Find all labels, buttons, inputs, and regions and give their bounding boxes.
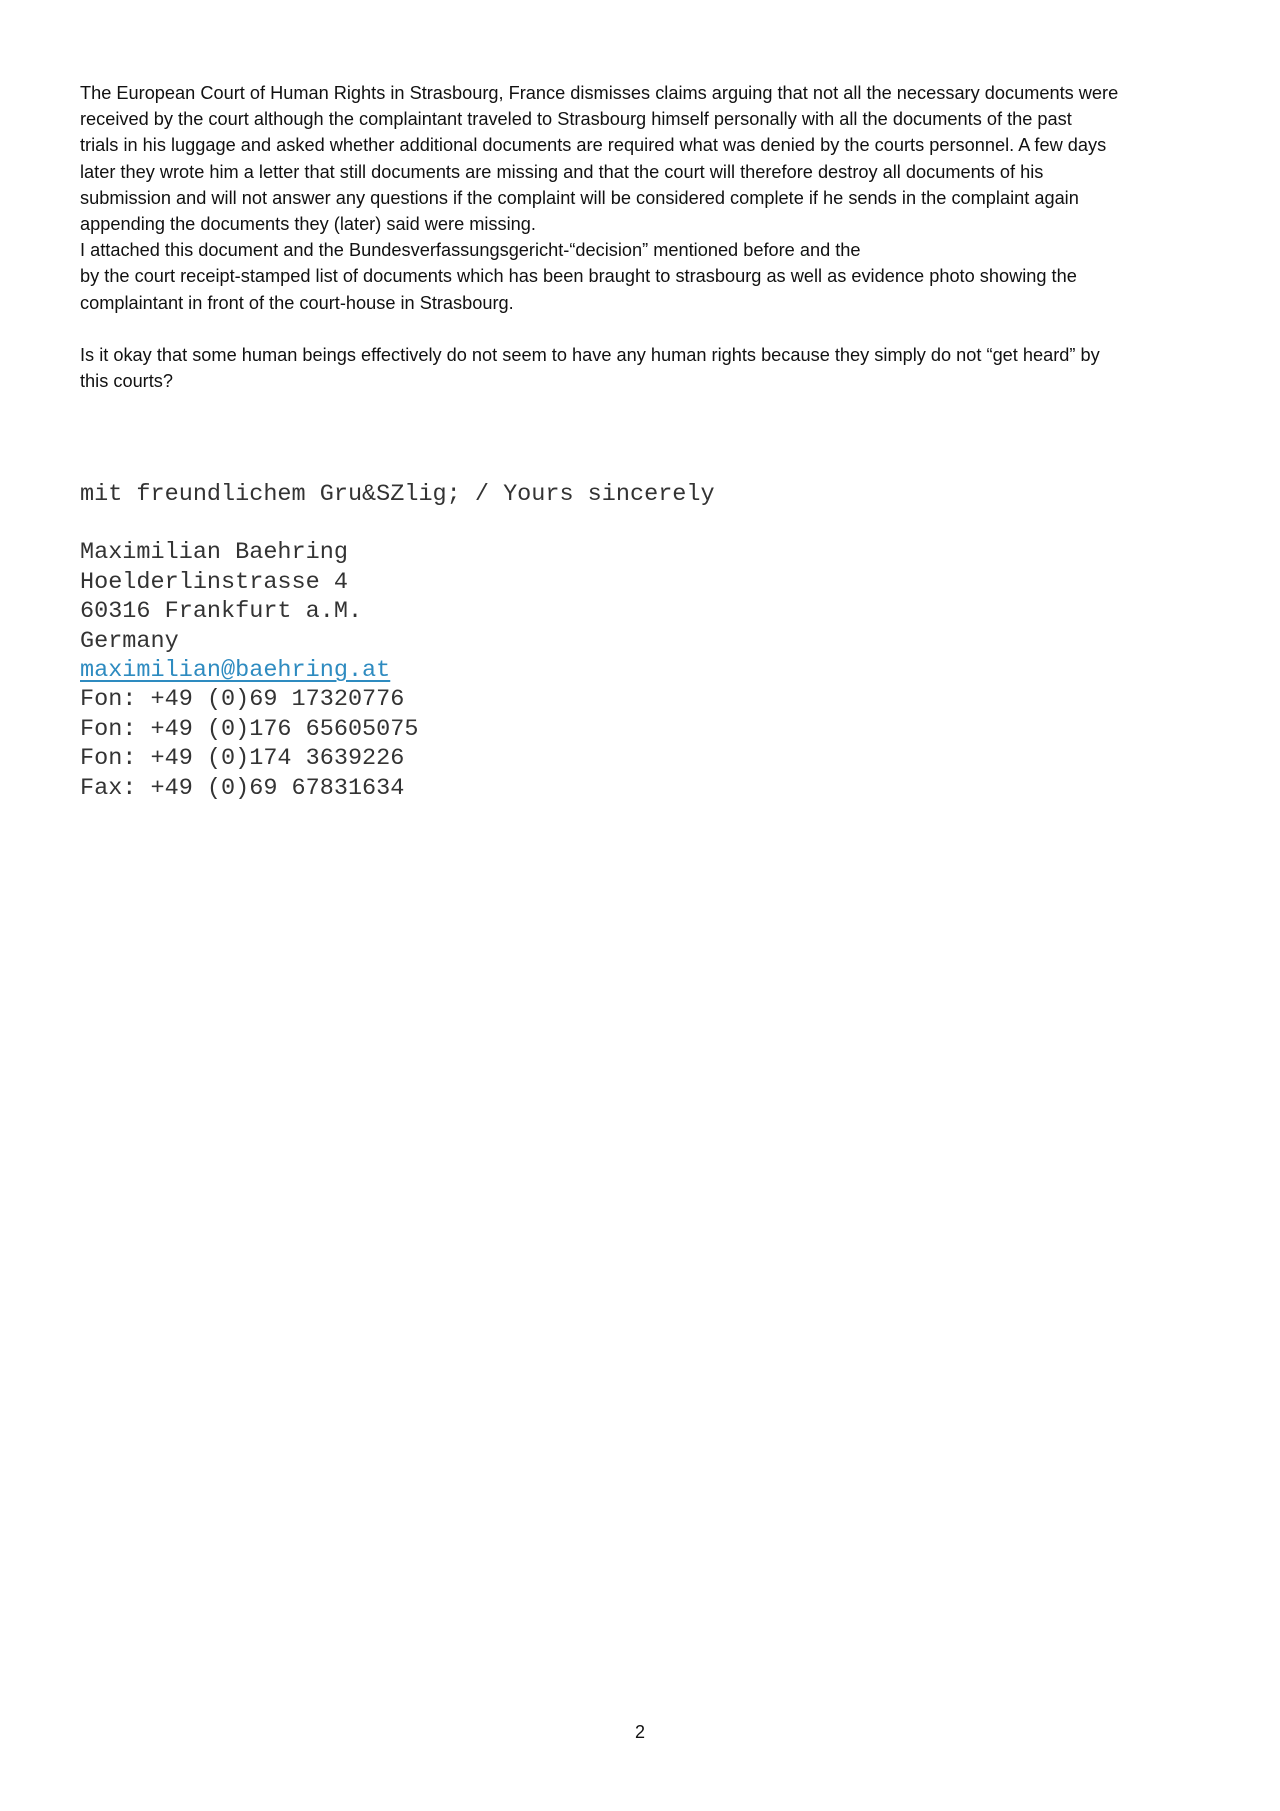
body-line: I attached this document and the Bundesverfassungsgericht-“decision” mentioned before and the: [80, 240, 861, 261]
sender-name: Maximilian Baehring: [80, 539, 348, 567]
letter-body: [80, 80, 1210, 394]
phone-line: Fon: +49 (0)69 17320776: [80, 686, 405, 714]
body-line: complaintant in front of the court-house in Strasbourg.: [80, 292, 514, 313]
sender-country: Germany: [80, 627, 179, 655]
sender-city: 60316 Frankfurt a.M.: [80, 598, 363, 626]
page-number: 2: [634, 1722, 645, 1742]
closing-salutation: mit freundlichem Gru&SZlig; / Yours sincerely: [80, 481, 715, 508]
email-link[interactable]: maximilian@baehring.at: [80, 657, 391, 685]
body-line: submission and will not answer any questions if the complaint will be considered complete if he sends in the complaint again: [80, 187, 1079, 208]
body-line: later they wrote him a letter that still documents are missing and that the court will therefore destroy all documents of his: [80, 161, 1044, 182]
question-line: this courts?: [80, 371, 173, 392]
fax-line: Fax: +49 (0)69 67831634: [80, 774, 405, 802]
phone-line: Fon: +49 (0)174 3639226: [80, 745, 405, 773]
body-line: received by the court although the complaintant traveled to Strasbourg himself personally with all the documents of the past: [80, 109, 1072, 130]
sender-street: Hoelderlinstrasse 4: [80, 568, 348, 596]
body-line: trials in his luggage and asked whether additional documents are required what was denied by the courts personnel. A few days: [80, 135, 1107, 156]
body-line: appending the documents they (later) said were missing.: [80, 214, 536, 235]
signature-block: [80, 480, 715, 803]
body-line: by the court receipt-stamped list of documents which has been braught to strasbourg as well as evidence photo showing the: [80, 266, 1077, 287]
paragraph-spacer: [80, 316, 1210, 342]
body-line: The European Court of Human Rights in Strasbourg, France dismisses claims arguing that not all the necessary documents were: [80, 83, 1119, 103]
phone-line: Fon: +49 (0)176 65605075: [80, 715, 419, 743]
question-line: Is it okay that some human beings effectively do not seem to have any human rights because they simply do not “get heard” by: [80, 344, 1100, 365]
